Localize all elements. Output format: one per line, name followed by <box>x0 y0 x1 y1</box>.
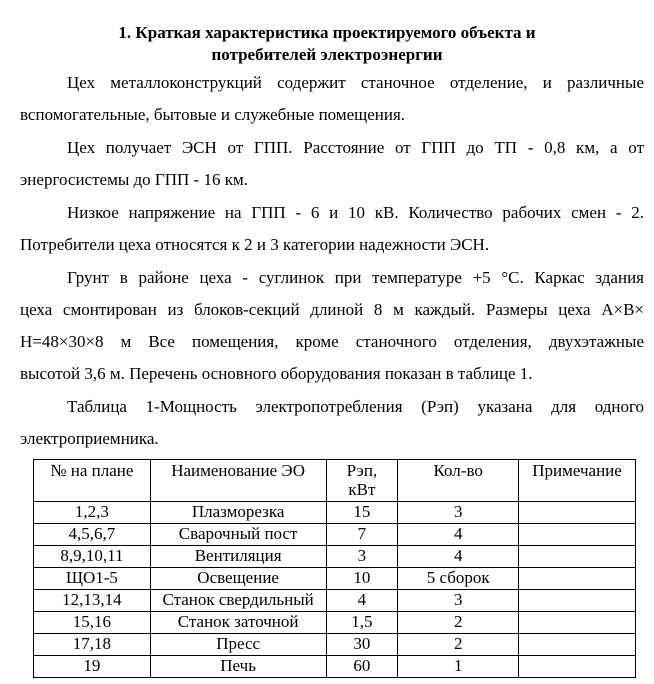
cell-power: 30 <box>326 634 398 656</box>
cell-equipment-name: Освещение <box>150 568 326 590</box>
cell-note <box>519 524 636 546</box>
cell-power: 1,5 <box>326 612 398 634</box>
cell-power: 7 <box>326 524 398 546</box>
paragraph-line: Цех получает ЭСН от ГПП. Расстояние от ГПП до ТП - 0,8 км, а от <box>67 138 644 157</box>
cell-equipment-name: Пресс <box>150 634 326 656</box>
table-row <box>34 568 636 590</box>
paragraph-line: Грунт в районе цеха - суглинок при температуре +5 °С. Каркас здания <box>67 268 644 287</box>
paragraph-workshop <box>20 67 644 131</box>
heading-line-2: потребителей электроэнергии <box>211 45 443 64</box>
cell-note <box>519 656 636 678</box>
table-row <box>34 546 636 568</box>
cell-quantity: 4 <box>398 524 519 546</box>
cell-quantity: 1 <box>398 656 519 678</box>
table-row <box>34 524 636 546</box>
header-power <box>326 460 398 502</box>
paragraph-line: электроприемника. <box>20 429 159 448</box>
paragraph-power-supply <box>20 132 644 196</box>
cell-power: 10 <box>326 568 398 590</box>
equipment-table <box>33 459 636 678</box>
header-power-line-1: Рэп, <box>346 461 378 480</box>
cell-note <box>519 590 636 612</box>
table-row <box>34 502 636 524</box>
paragraph-line: Низкое напряжение на ГПП - 6 и 10 кВ. Количество рабочих смен - 2. <box>67 203 644 222</box>
cell-quantity: 3 <box>398 502 519 524</box>
paragraph-line: Потребители цеха относятся к 2 и 3 категории надежности ЭСН. <box>20 235 490 254</box>
cell-plan-number: 4,5,6,7 <box>34 524 151 546</box>
cell-plan-number: 8,9,10,11 <box>34 546 151 568</box>
cell-quantity: 2 <box>398 612 519 634</box>
paragraph-building <box>20 262 644 390</box>
cell-quantity: 3 <box>398 590 519 612</box>
cell-plan-number: 19 <box>34 656 151 678</box>
section-heading <box>20 22 634 66</box>
cell-plan-number: 15,16 <box>34 612 151 634</box>
cell-power: 4 <box>326 590 398 612</box>
cell-note <box>519 568 636 590</box>
cell-note <box>519 502 636 524</box>
paragraph-line: энергосистемы до ГПП - 16 км. <box>20 170 248 189</box>
header-quantity: Кол-во <box>398 460 519 502</box>
cell-plan-number: 12,13,14 <box>34 590 151 612</box>
table-row <box>34 634 636 656</box>
header-note: Примечание <box>519 460 636 502</box>
cell-plan-number: 1,2,3 <box>34 502 151 524</box>
paragraph-line: вспомогательные, бытовые и служебные помещения. <box>20 105 406 124</box>
header-power-line-2: кВт <box>348 480 376 499</box>
cell-plan-number: 17,18 <box>34 634 151 656</box>
paragraph-line: Цех металлоконструкций содержит станочное отделение, и различные <box>67 73 644 92</box>
cell-equipment-name: Печь <box>150 656 326 678</box>
cell-equipment-name: Сварочный пост <box>150 524 326 546</box>
cell-power: 15 <box>326 502 398 524</box>
cell-power: 3 <box>326 546 398 568</box>
cell-note <box>519 546 636 568</box>
cell-plan-number: ЩО1-5 <box>34 568 151 590</box>
cell-power: 60 <box>326 656 398 678</box>
cell-quantity: 5 сборок <box>398 568 519 590</box>
cell-note <box>519 612 636 634</box>
paragraph-voltage <box>20 197 644 261</box>
table-header-row <box>34 460 636 502</box>
paragraph-line: высотой 3,6 м. Перечень основного оборудования показан в таблице 1. <box>20 364 533 383</box>
cell-note <box>519 634 636 656</box>
cell-equipment-name: Плазморезка <box>150 502 326 524</box>
cell-equipment-name: Вентиляция <box>150 546 326 568</box>
cell-quantity: 2 <box>398 634 519 656</box>
table-row <box>34 656 636 678</box>
heading-line-1: 1. Краткая характеристика проектируемого объекта и <box>118 23 536 42</box>
cell-equipment-name: Станок заточной <box>150 612 326 634</box>
table-row <box>34 590 636 612</box>
paragraph-table-caption <box>20 391 644 455</box>
paragraph-line: Таблица 1-Мощность электропотребления (Рэп) указана для одного <box>67 397 644 416</box>
header-equipment-name: Наименование ЭО <box>150 460 326 502</box>
table-row <box>34 612 636 634</box>
paragraph-line: Н=48×30×8 м Все помещения, кроме станочного отделения, двухэтажные <box>20 332 644 351</box>
header-plan-number: № на плане <box>34 460 151 502</box>
paragraph-line: цеха смонтирован из блоков-секций длиной 8 м каждый. Размеры цеха А×В× <box>20 300 644 319</box>
cell-equipment-name: Станок свердильный <box>150 590 326 612</box>
cell-quantity: 4 <box>398 546 519 568</box>
